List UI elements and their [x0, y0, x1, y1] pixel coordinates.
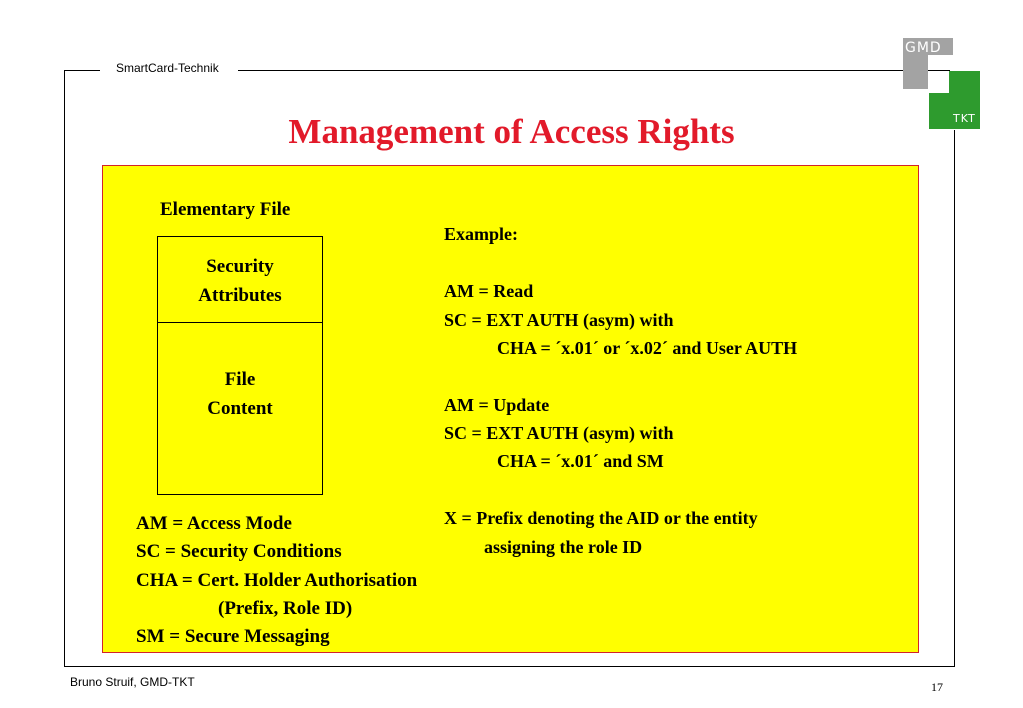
- example-update-am: AM = Update: [444, 395, 550, 415]
- example-prefix-line-2: assigning the role ID: [484, 537, 643, 557]
- elementary-file-divider: [157, 322, 323, 323]
- footer-author: Bruno Struif, GMD-TKT: [70, 675, 195, 689]
- example-update-cha: CHA = ´x.01´ and SM: [497, 451, 664, 471]
- header-label: SmartCard-Technik: [116, 61, 219, 75]
- frame-right-line: [954, 130, 955, 666]
- frame-bottom-line: [64, 666, 955, 667]
- security-attributes-cell: [157, 252, 323, 310]
- definition-sc: SC = Security Conditions: [136, 541, 342, 562]
- frame-left-line: [64, 70, 65, 666]
- security-attributes-line-1: Security: [206, 256, 274, 277]
- security-attributes-line-2: Attributes: [198, 285, 282, 306]
- slide-title: Management of Access Rights: [288, 112, 735, 151]
- example-heading: Example:: [444, 224, 518, 244]
- definition-sm: SM = Secure Messaging: [136, 626, 330, 647]
- example-read-sc: SC = EXT AUTH (asym) with: [444, 310, 674, 330]
- logo-tkt-text: TKT: [953, 112, 976, 125]
- example-read-cha: CHA = ´x.01´ or ´x.02´ and User AUTH: [497, 338, 798, 358]
- elementary-file-label: Elementary File: [160, 199, 291, 220]
- definition-cha-detail: (Prefix, Role ID): [218, 598, 353, 619]
- frame-top-right-line: [238, 70, 950, 71]
- frame-top-left-line: [64, 70, 100, 71]
- example-read-am: AM = Read: [444, 281, 534, 301]
- definition-am: AM = Access Mode: [136, 513, 292, 534]
- file-content-cell: [157, 365, 323, 423]
- page-number: 17: [931, 680, 943, 694]
- definition-cha: CHA = Cert. Holder Authorisation: [136, 570, 418, 591]
- file-content-line-2: Content: [207, 398, 273, 419]
- logo-gmd-text: GMD: [905, 40, 942, 56]
- example-update-sc: SC = EXT AUTH (asym) with: [444, 423, 674, 443]
- example-prefix-line-1: X = Prefix denoting the AID or the entity: [444, 508, 758, 528]
- file-content-line-1: File: [224, 369, 256, 390]
